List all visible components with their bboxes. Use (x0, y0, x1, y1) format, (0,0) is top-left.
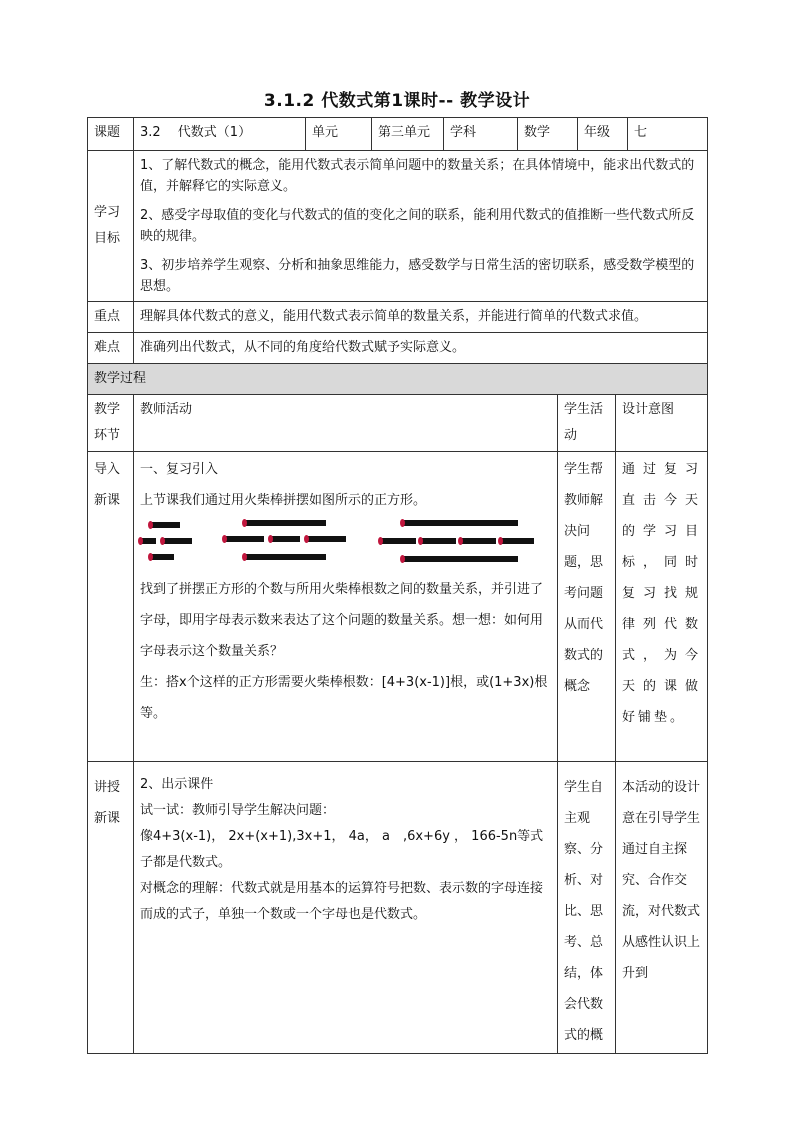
difficulty-text: 准确列出代数式，从不同的角度给代数式赋予实际意义。 (134, 333, 708, 364)
stage-cell: 讲授新课 (88, 762, 134, 1054)
difficulty-row (88, 333, 708, 364)
lesson-plan-table (87, 117, 708, 1054)
subject-value: 数学 (518, 118, 578, 151)
matchstick-figure (140, 518, 551, 570)
teacher-line: 对概念的理解：代数式就是用基本的运算符号把数、表示数的字母连接而成的式子，单独一个数或一个字母也是代数式。 (140, 881, 544, 922)
goal-item: 2、感受字母取值的变化与代数式的值的变化之间的联系，能利用代数式的值推断一些代数式所反映的规律。 (140, 208, 695, 244)
student-cell: 学生帮教师解决问题，思考问题从而代数式的概念 (558, 452, 616, 762)
col-teacher: 教师活动 (134, 395, 558, 452)
process-section-row (88, 364, 708, 395)
teacher-line: 上节课我们通过用火柴棒拼摆如图所示的正方形。 (140, 493, 427, 508)
key-point-text: 理解具体代数式的意义，能用代数式表示简单的数量关系，并能进行简单的代数式求值。 (134, 302, 708, 333)
design-cell: 通过复习直击今天的学习目标，同时复习找规律列代数式，为今天的课做好铺垫。 (616, 452, 708, 762)
header-row (88, 118, 708, 151)
teacher-heading: 一、复习引入 (140, 462, 219, 477)
key-point-label: 重点 (88, 302, 134, 333)
grade-value: 七 (628, 118, 708, 151)
col-design: 设计意图 (616, 395, 708, 452)
topic-value: 3.2 代数式（1） (134, 118, 306, 151)
goal-item: 3、初步培养学生观察、分析和抽象思维能力，感受数学与日常生活的密切联系，感受数学模型的思想。 (140, 258, 695, 294)
goals-row (88, 151, 708, 302)
document-title: 3.1.2 代数式第1课时-- 教学设计 (263, 91, 531, 111)
teacher-line: 找到了拼摆正方形的个数与所用火柴棒根数之间的数量关系，并引进了字母，即用字母表示数来表达了这个问题的数量关系。想一想：如何用字母表示这个数量关系？ (140, 582, 544, 659)
col-stage: 教学环节 (88, 395, 134, 452)
key-point-row (88, 302, 708, 333)
process-section-label: 教学过程 (88, 364, 708, 395)
teacher-cell (134, 762, 558, 1054)
goals-label: 学习目标 (88, 151, 134, 302)
goals-content (134, 151, 708, 302)
stage-cell: 导入新课 (88, 452, 134, 762)
design-cell: 本活动的设计意在引导学生通过自主探究、合作交流，对代数式从感性认识上升到 (616, 762, 708, 1054)
teacher-cell (134, 452, 558, 762)
teacher-line: 像4+3(x-1)， 2x+(x+1),3x+1， 4a， a ,6x+6y ， 166-5n等式子都是代数式。 (140, 829, 544, 870)
teacher-line: 试一试：教师引导学生解决问题： (140, 803, 336, 818)
process-row-new-lesson (88, 762, 708, 1054)
goal-item: 1、了解代数式的概念，能用代数式表示简单问题中的数量关系；在具体情境中，能求出代数式的值，并解释它的实际意义。 (140, 158, 695, 194)
student-cell: 学生自主观察、分析、对比、思考、总结，体会代数式的概 (558, 762, 616, 1054)
teacher-heading: 2、出示课件 (140, 777, 214, 792)
process-column-header-row (88, 395, 708, 452)
process-row-intro (88, 452, 708, 762)
col-student: 学生活动 (558, 395, 616, 452)
topic-label: 课题 (88, 118, 134, 151)
difficulty-label: 难点 (88, 333, 134, 364)
teacher-line: 生：搭x个这样的正方形需要火柴棒根数：[4+3(x-1)]根，或(1+3x)根等。 (140, 675, 548, 721)
unit-label: 单元 (306, 118, 372, 151)
grade-label: 年级 (578, 118, 628, 151)
unit-value: 第三单元 (372, 118, 444, 151)
subject-label: 学科 (444, 118, 518, 151)
